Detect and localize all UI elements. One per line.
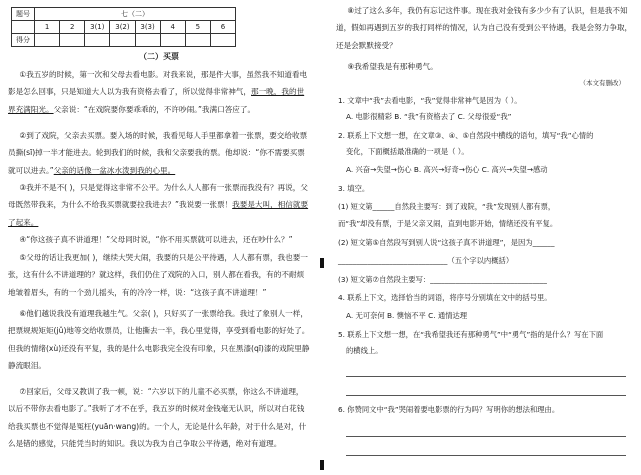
score-cell[interactable]: [35, 34, 60, 47]
paragraph-2: [8, 127, 310, 179]
paragraph-6: [8, 305, 310, 374]
para-text: ⑤父母的话让我更加( )，继续大哭大闹，我要的只是公平待遇，人人都有票，我也要一张，这有什么不讲道理的？就这样，我们仍住了戏院的入口，别人都在看我，有的不耐烦地皱着眉头，有的一个劲儿摇头，有的冷冷一样，说：“这孩子真不讲道理！”: [8, 253, 308, 297]
score-col: 3(2): [110, 21, 135, 34]
source-note: （本文有删改）: [579, 79, 625, 87]
question-1: 1. 文章中“我”去看电影，“我”觉得非常神气是因为（ ）。: [338, 96, 522, 105]
question-3-1-cont: 而“我”却没有票，于是父亲又闹，直到电影开始，情绪还没有平复。: [338, 219, 558, 228]
question-3-2-cont[interactable]: ______________________________（五个字以内概括）: [338, 256, 514, 265]
para-text: 父亲说：“在戏院要你要乖乖的，不许吵闹。”我满口答应了。: [53, 104, 256, 114]
right-page: [330, 0, 641, 475]
para-text: ③我并不是不( )，只是觉得这非常不公平。为什么人人都有一张票而我没有？再说，父母既然带我来，为什么不给我买票就要拉我进去？”我说要一张票！: [8, 183, 308, 210]
score-cell[interactable]: [185, 34, 210, 47]
score-cell[interactable]: [85, 34, 110, 47]
left-page: [0, 0, 318, 475]
paragraph-3: [8, 179, 310, 231]
score-row-label: [12, 21, 35, 34]
underlined-text: 那一晚，我的世界充满阳光。: [8, 87, 305, 114]
question-1-options[interactable]: A. 电影很精彩 B. “我”有资格去了 C. 父母很爱“我”: [346, 112, 512, 121]
score-cell[interactable]: [60, 34, 85, 47]
binding-mark: [320, 460, 324, 470]
question-2-cont: 变化，下面概括最准确的一项是（ ）。: [346, 147, 469, 156]
score-col: 6: [210, 21, 235, 34]
question-3-2[interactable]: (2) 短文第⑤自然段写到别人说“这孩子真不讲道理”，是因为______: [338, 238, 555, 247]
question-2: 2. 联系上下文想一想，在文章③、④、⑤自然段中横线的语句，填写“我”心情的: [338, 131, 594, 140]
question-4: 4. 联系上下文，选择恰当的词语，将序号分别填在文中的括号里。: [338, 293, 552, 302]
score-col: 4: [160, 21, 185, 34]
score-table-title: 七（二）: [35, 8, 236, 21]
paragraph-5: [8, 249, 310, 301]
score-cell[interactable]: [110, 34, 135, 47]
para-text: ⑥他们越说我没有道理我越生气。父亲( )，只好买了一张票给我。我过了象别人一样，把票规规矩矩(jǔ)地等交给收票员，让他撕去一半，我心里觉得，享受到看电影的好处了。但我的情绪(xù)还没有平复，我的是什么电影我完全没有印象，只在黑漆(qī)漆的戏院里静静流眼泪。: [8, 309, 310, 370]
answer-line[interactable]: [346, 436, 626, 437]
question-2-options[interactable]: A. 兴奋→失望→伤心 B. 高兴→好奇→伤心 C. 高兴→失望→感动: [346, 165, 548, 174]
question-5-cont: 的横线上。: [346, 346, 383, 355]
para-text: ⑦回家后，父母又教训了我一顿，说：“六岁以下的儿童不必买票，你这么不讲道理，以后不带你去看电影了。”我听了才不在乎，我五岁的时候对金钱毫无认识，所以对白花钱给我买票也不觉得是冤枉(yuān·wang)的。一个人，无论是什么年龄，对于什么是对，什么是错的感觉，只能凭当时的知识。我以为我为自己争取公平待遇，绝对有道理。: [8, 387, 307, 448]
paragraph-4: [8, 231, 310, 248]
underlined-text: 我要是大叫，相信就要了起来。: [8, 200, 309, 227]
score-col: 1: [35, 21, 60, 34]
paragraph-1: [8, 66, 310, 118]
question-6: 6. 你赞同文中“我”哭闹着要电影票的行为吗？写明你的想法和理由。: [338, 405, 560, 414]
paragraph-8: ⑧过了这么多年，我仍有忘记这件事。现在我对金钱有多少少有了认识，但是我不知道，假如再遇到五岁的我打同样的情况，认为自己没有受到公平待遇，我是会努力争取，还是会默默接受？: [336, 6, 633, 50]
score-defen-label: 得分: [12, 34, 35, 47]
score-header-label: 题号: [12, 8, 35, 21]
score-cell[interactable]: [210, 34, 235, 47]
score-cell[interactable]: [135, 34, 160, 47]
para-text: ①我五岁的时候，第一次和父母去看电影。对我来说，那是件大事，虽然我不知道看电影是怎么回事，只是知道大人以为我有资格去看了，所以觉得非常神气，: [8, 70, 308, 97]
paragraph-7: [8, 383, 310, 452]
score-col: 2: [60, 21, 85, 34]
underlined-text: 父亲的话像一盆冰水泼到我的心里。: [53, 165, 176, 175]
answer-line[interactable]: [346, 455, 626, 456]
answer-line[interactable]: [346, 395, 626, 396]
question-4-options: A. 无可奈何 B. 懊恼不平 C. 通情达理: [346, 311, 468, 320]
score-cell[interactable]: [160, 34, 185, 47]
score-col: 3(3): [135, 21, 160, 34]
answer-line[interactable]: [346, 376, 626, 377]
question-3-3[interactable]: (3) 短文第⑦自然段主要写：________________________________: [338, 275, 547, 284]
para-text: ④“你这孩子真不讲道理！”父母同时说，“你不用买票就可以进去，还在吵什么？”: [19, 235, 293, 244]
score-col: 3(1): [85, 21, 110, 34]
question-3-1[interactable]: (1) 短文第______自然段主要写：到了戏院，“我”发现别人都有票，: [338, 202, 556, 211]
para-text: ②到了戏院，父亲去买票。要入场的时候，我看见每人手里都拿着一张票，要交给收票员撕(sī)掉一半才能进去。轮到我们的时候，我和父亲要我的票。他却说：“你不需要买票就可以进去。”: [8, 131, 308, 175]
paragraph-9: ⑨我希望我是有那种勇气。: [347, 62, 438, 71]
section-title: （二）买票: [139, 52, 179, 61]
question-5: 5. 联系上下文想一想，在“我希望我还有那种勇气”中“勇气”指的是什么？写在下面: [338, 330, 604, 339]
score-col: 5: [185, 21, 210, 34]
question-3: 3. 填空。: [338, 184, 370, 193]
score-table: [11, 7, 236, 47]
binding-mark: [320, 258, 324, 268]
